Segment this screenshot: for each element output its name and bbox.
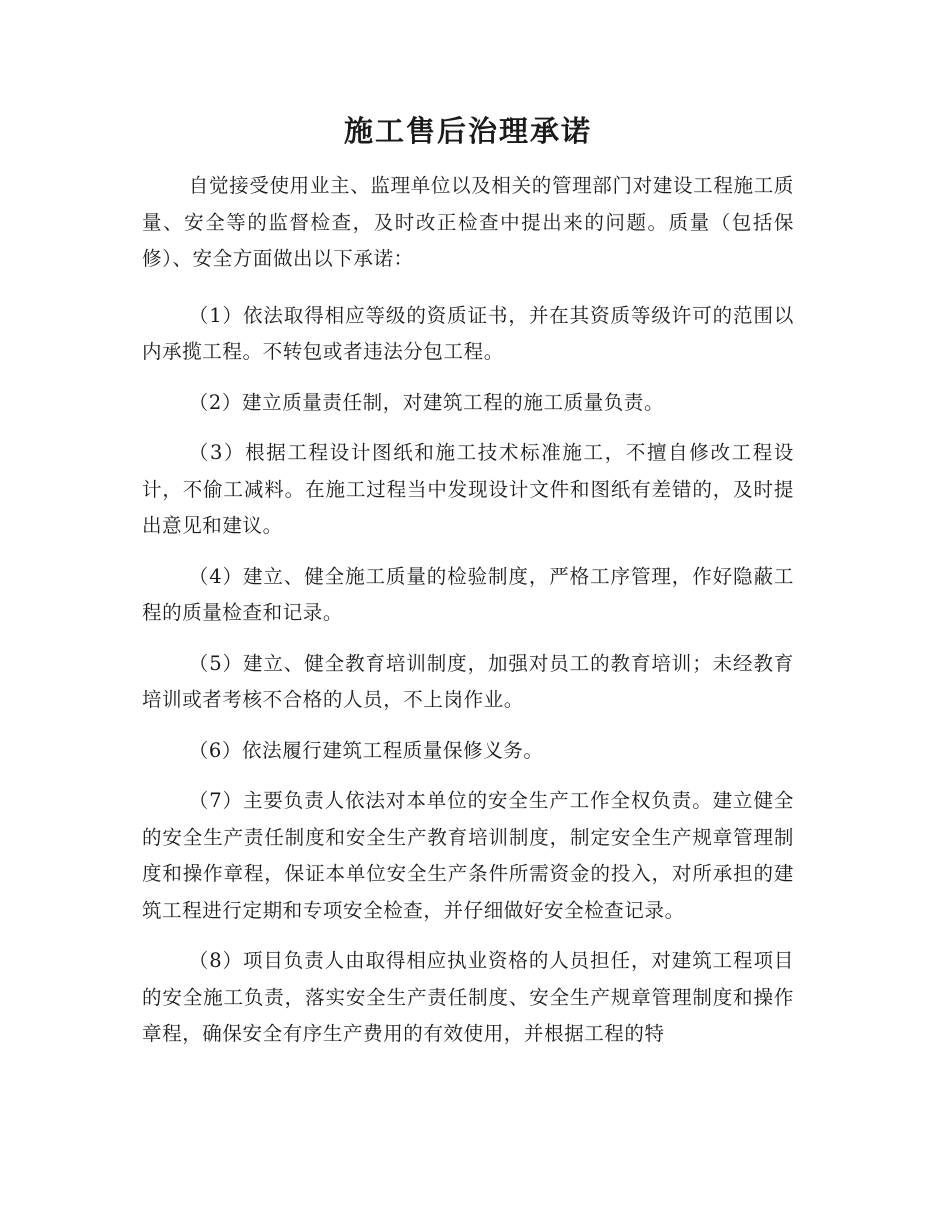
commitment-item-6: （6）依法履行建筑工程质量保修义务。 [188,738,544,762]
document-title: 施工售后治理承诺 [343,114,592,148]
commitment-item-3: （3）根据工程设计图纸和施工技术标准施工，不擅自修改工程设计，不偷工减料。在施工过程当中发现设计文件和图纸有差错的，及时提出意见和建议。 [142,441,794,537]
document-body [142,108,794,1067]
commitment-item-7: （7）主要负责人依法对本单位的安全生产工作全权负责。建立健全的安全生产责任制度和安全生产教育培训制度，制定安全生产规章管理制度和操作章程，保证本单位安全生产条件所需资金的投入，对所承担的建筑工程进行定期和专项安全检查，并仔细做好安全检查记录。 [142,789,794,922]
commitment-item-2: （2）建立质量责任制，对建筑工程的施工质量负责。 [188,390,665,414]
commitment-item-1: （1）依法取得相应等级的资质证书，并在其资质等级许可的范围以内承揽工程。不转包或者违法分包工程。 [142,303,794,363]
intro-paragraph: 自觉接受使用业主、监理单位以及相关的管理部门对建设工程施工质量、安全等的监督检查，及时改正检查中提出来的问题。质量（包括保修）、安全方面做出以下承诺： [142,174,794,270]
commitment-item-4: （4）建立、健全施工质量的检验制度，严格工序管理，作好隐蔽工程的质量检查和记录。 [142,564,794,624]
commitment-item-8: （8）项目负责人由取得相应执业资格的人员担任，对建筑工程项目的安全施工负责，落实安全生产责任制度、安全生产规章管理制度和操作章程，确保安全有序生产费用的有效使用，并根据工程的特 [142,949,794,1045]
commitment-item-5: （5）建立、健全教育培训制度，加强对员工的教育培训；未经教育培训或者考核不合格的人员，不上岗作业。 [142,651,794,711]
